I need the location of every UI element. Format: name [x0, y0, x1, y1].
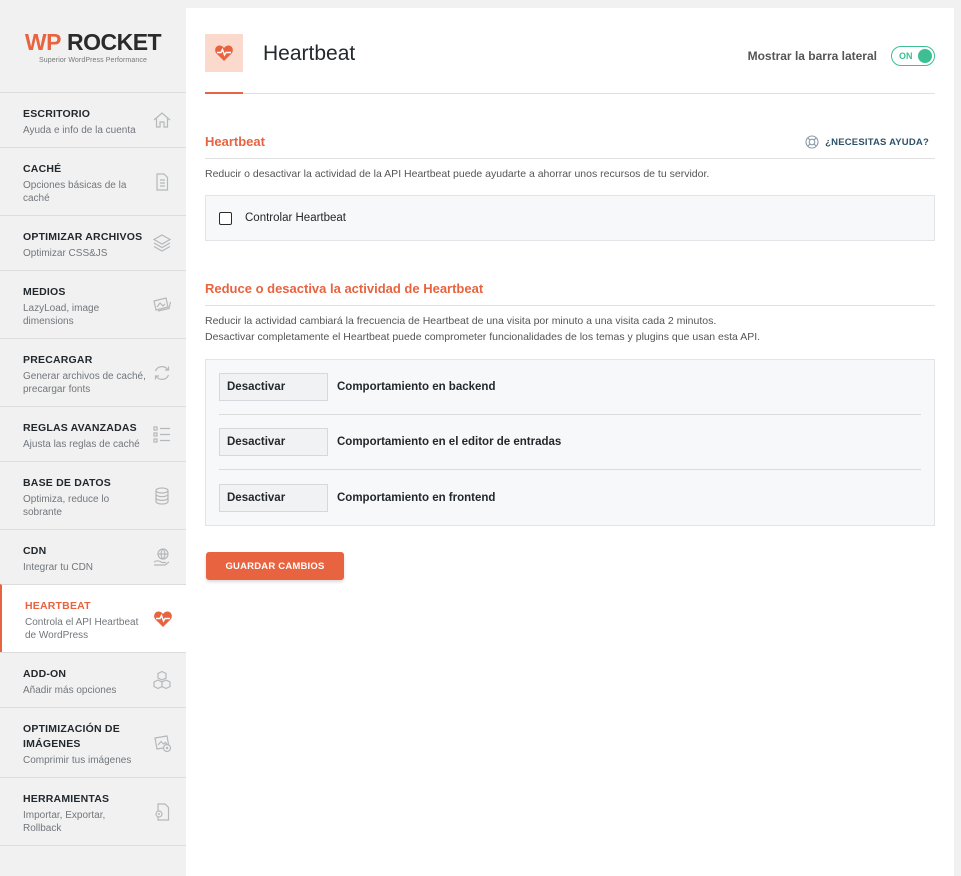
sidebar-item-desc: Ayuda e info de la cuenta [23, 125, 136, 136]
sidebar-item-title: CACHÉ [23, 163, 62, 175]
logo-wp: WP [24, 28, 61, 55]
page-scrollbar[interactable] [954, 0, 961, 876]
sidebar-item-title: HEARTBEAT [25, 600, 91, 612]
wp-rocket-logo[interactable] [0, 0, 186, 92]
sidebar-item-heartbeat[interactable] [0, 584, 187, 652]
section-divider [205, 158, 935, 159]
tools-icon [152, 802, 172, 822]
sidebar-item-title: OPTIMIZAR ARCHIVOS [23, 231, 143, 243]
help-link-text: ¿NECESITAS AYUDA? [825, 136, 929, 148]
sidebar-item-cdn[interactable] [0, 529, 186, 584]
images-icon [152, 295, 172, 315]
sidebar-item-desc: Integrar tu CDN [23, 562, 94, 573]
image-optim-icon [152, 733, 172, 753]
control-heartbeat-row[interactable] [206, 196, 934, 240]
sidebar-item-add-on[interactable] [0, 652, 186, 707]
option-row-frontend [219, 470, 921, 525]
frontend-behavior-select[interactable]: Desactivar [219, 484, 328, 512]
description-line: Reducir la actividad cambiará la frecuencia de Heartbeat de una visita por minuto a una visita cada 2 minutos. [205, 315, 717, 327]
checkbox-label: Controlar Heartbeat [245, 212, 346, 224]
home-icon [152, 110, 172, 130]
sidebar-item-desc: Optimizar CSS&JS [23, 248, 108, 259]
globe-hand-icon [152, 547, 172, 567]
sidebar-item-title: OPTIMIZACIÓN DE IMÁGENES [23, 723, 120, 750]
logo-rocket: ROCKET [66, 28, 162, 55]
sidebar-item-precargar[interactable] [0, 338, 186, 406]
sidebar-toggle-label: Mostrar la barra lateral [747, 49, 877, 63]
sidebar-item-optimizar-archivos[interactable] [0, 215, 186, 270]
help-link[interactable] [805, 135, 929, 149]
section-divider [205, 305, 935, 306]
option-label: Comportamiento en backend [337, 381, 496, 393]
sidebar-item-title: ADD-ON [23, 668, 67, 680]
sidebar-item-title: CDN [23, 545, 47, 557]
control-heartbeat-box [205, 195, 935, 241]
sidebar-item-desc: Generar archivos de caché, precargar fonts [23, 371, 146, 395]
toggle-knob [918, 49, 932, 63]
backend-behavior-select[interactable]: Desactivar [219, 373, 328, 401]
sidebar-item-base-de-datos[interactable] [0, 461, 186, 529]
control-heartbeat-checkbox[interactable] [219, 212, 232, 225]
toggle-state-text: ON [899, 51, 913, 61]
sidebar-item-title: MEDIOS [23, 286, 66, 298]
sidebar-item-title: HERRAMIENTAS [23, 793, 110, 805]
description-line: Desactivar completamente el Heartbeat puede comprometer funcionalidades de los temas y plugins que usan esta API. [205, 331, 761, 343]
sidebar-item-title: BASE DE DATOS [23, 477, 111, 489]
option-label: Comportamiento en frontend [337, 491, 496, 504]
sidebar-item-reglas-avanzadas[interactable] [0, 406, 186, 461]
refresh-icon [152, 363, 172, 383]
sidebar-item-desc: Añadir más opciones [23, 685, 117, 696]
document-icon [152, 172, 172, 192]
sidebar-item-title: PRECARGAR [23, 354, 93, 366]
editor-behavior-select[interactable]: Desactivar [219, 428, 328, 456]
main-content [186, 8, 954, 876]
sidebar-item-desc: Opciones básicas de la caché [23, 180, 127, 204]
behavior-options-box [205, 359, 935, 526]
save-changes-button[interactable]: GUARDAR CAMBIOS [206, 552, 344, 580]
option-row-backend [219, 360, 921, 415]
section-description [205, 313, 760, 345]
option-row-editor [219, 415, 921, 470]
logo-tagline: Superior WordPress Performance [39, 56, 147, 64]
section-description: Reducir o desactivar la actividad de la API Heartbeat puede ayudarte a ahorrar unos recursos de tu servidor. [205, 168, 710, 180]
sidebar-item-desc: Controla el API Heartbeat de WordPress [25, 617, 139, 641]
sidebar-item-cache[interactable] [0, 147, 186, 215]
option-label: Comportamiento en el editor de entradas [337, 436, 562, 448]
database-icon [152, 486, 172, 506]
sidebar-item-desc: Ajusta las reglas de caché [23, 439, 140, 450]
lifebuoy-icon [805, 135, 819, 149]
heartbeat-icon [205, 34, 243, 72]
heartbeat-icon [153, 609, 173, 629]
sidebar-item-desc: Importar, Exportar, Rollback [23, 810, 106, 834]
sidebar-item-optimizacion-imagenes[interactable] [0, 707, 186, 777]
cubes-icon [152, 670, 172, 690]
sidebar-item-escritorio[interactable] [0, 92, 186, 147]
header-accent-underline [205, 92, 243, 94]
sidebar-item-desc: Comprimir tus imágenes [23, 755, 132, 766]
sidebar-item-medios[interactable] [0, 270, 186, 338]
layers-icon [152, 233, 172, 253]
sidebar-toggle-switch[interactable] [891, 46, 935, 66]
sidebar-item-title: REGLAS AVANZADAS [23, 422, 137, 434]
section-title-heartbeat: Heartbeat [205, 134, 265, 149]
list-icon [152, 424, 172, 444]
sidebar-item-desc: Optimiza, reduce lo sobrante [23, 494, 110, 518]
page-header [205, 8, 935, 94]
sidebar-item-title: ESCRITORIO [23, 108, 91, 120]
sidebar [0, 0, 186, 876]
sidebar-item-desc: LazyLoad, image dimensions [23, 303, 100, 327]
page-title: Heartbeat [263, 42, 356, 65]
section-title-reduce: Reduce o desactiva la actividad de Heartbeat [205, 281, 484, 296]
sidebar-item-herramientas[interactable] [0, 777, 186, 846]
